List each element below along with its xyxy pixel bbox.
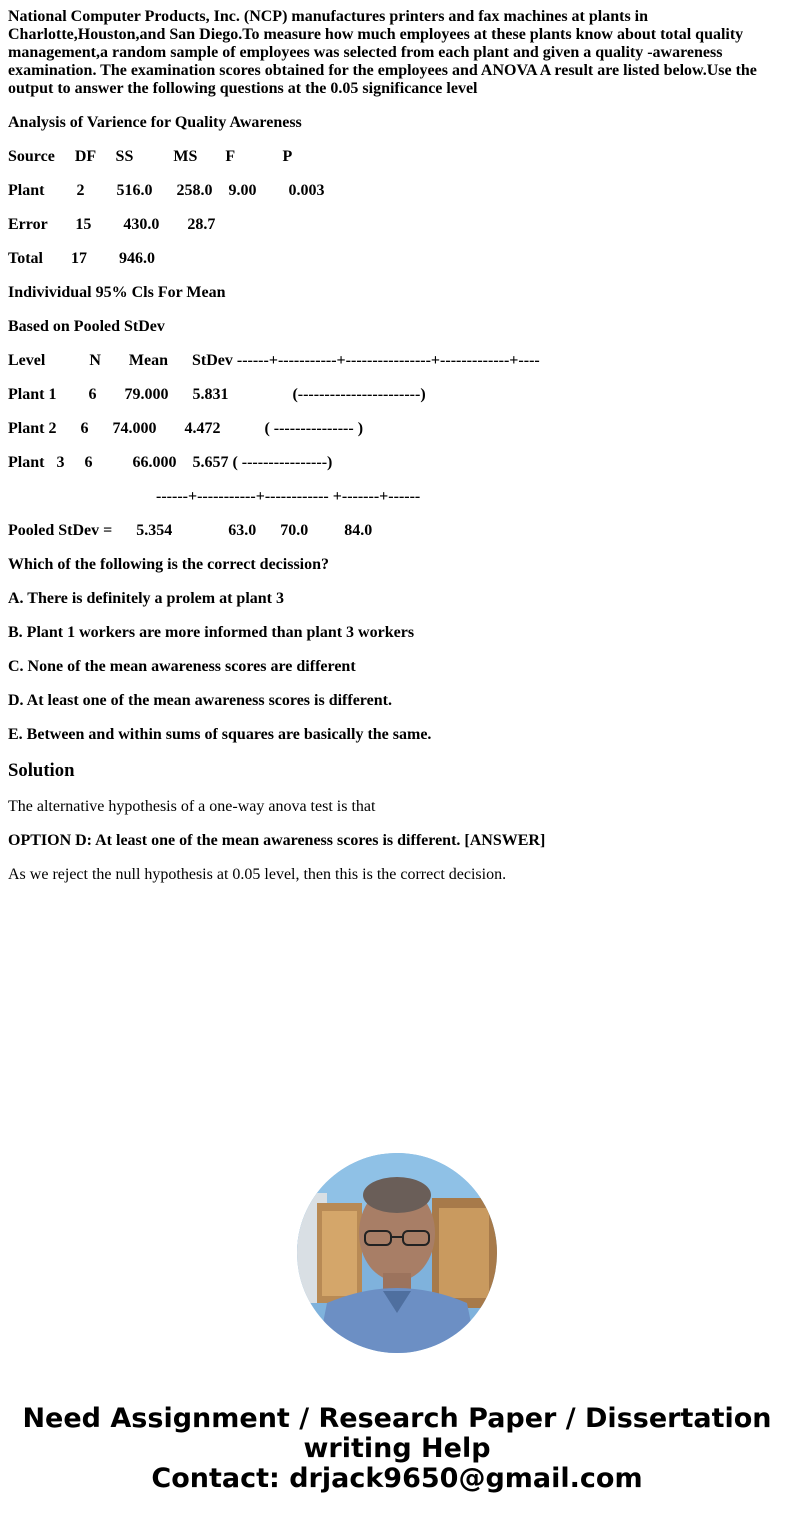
anova-title: Analysis of Varience for Quality Awareness [8, 114, 302, 131]
ci-subtitle: Based on Pooled StDev [8, 318, 165, 335]
ci-row-plant-1: Plant 1 6 79.000 5.831 (-----------------------) [8, 386, 426, 403]
banner-contact: Contact: drjack9650@gmail.com [151, 1463, 643, 1494]
ci-pooled-row: Pooled StDev = 5.354 63.0 70.0 84.0 [8, 522, 373, 539]
option-e: E. Between and within sums of squares are basically the same. [8, 726, 432, 743]
solution-heading: Solution [8, 760, 75, 781]
banner-line-2: writing Help [303, 1433, 491, 1464]
help-banner [0, 1404, 794, 1494]
anova-header-row: Source DF SS MS F P [8, 148, 293, 165]
option-b: B. Plant 1 workers are more informed than plant 3 workers [8, 624, 415, 641]
author-avatar [297, 1153, 497, 1353]
ci-header-row: Level N Mean StDev ------+-----------+----------------+-------------+---- [8, 352, 540, 369]
anova-row-plant: Plant 2 516.0 258.0 9.00 0.003 [8, 182, 325, 199]
ci-axis-row: ------+-----------+------------ +-------+------ [8, 488, 421, 505]
ci-row-plant-3: Plant 3 6 66.000 5.657 ( ----------------) [8, 454, 333, 471]
solution-answer: OPTION D: At least one of the mean awareness scores is different. [ANSWER] [8, 832, 546, 849]
option-d: D. At least one of the mean awareness scores is different. [8, 692, 392, 709]
banner-line-1: Need Assignment / Research Paper / Dissertation [22, 1403, 772, 1434]
option-a: A. There is definitely a prolem at plant 3 [8, 590, 284, 607]
option-c: C. None of the mean awareness scores are different [8, 658, 356, 675]
question-intro: National Computer Products, Inc. (NCP) manufactures printers and fax machines at plants in Charlotte,Houston,and San Diego.To measure how much employees at these plants know about total quality management,a random sample of employees was selected from each plant and given a quality -awareness examination. The examination scores obtained for the employees and ANOVA A result are listed below.Use the output to answer the following questions at the 0.05 significance level [8, 8, 757, 97]
ci-row-plant-2: Plant 2 6 74.000 4.472 ( --------------- ) [8, 420, 364, 437]
anova-row-error: Error 15 430.0 28.7 [8, 216, 216, 233]
solution-line-3: As we reject the null hypothesis at 0.05 level, then this is the correct decision. [8, 866, 507, 883]
question-prompt: Which of the following is the correct decission? [8, 556, 330, 573]
anova-row-total: Total 17 946.0 [8, 250, 155, 267]
ci-title: Indivividual 95% Cls For Mean [8, 284, 226, 301]
solution-line-1: The alternative hypothesis of a one-way anova test is that [8, 798, 376, 815]
